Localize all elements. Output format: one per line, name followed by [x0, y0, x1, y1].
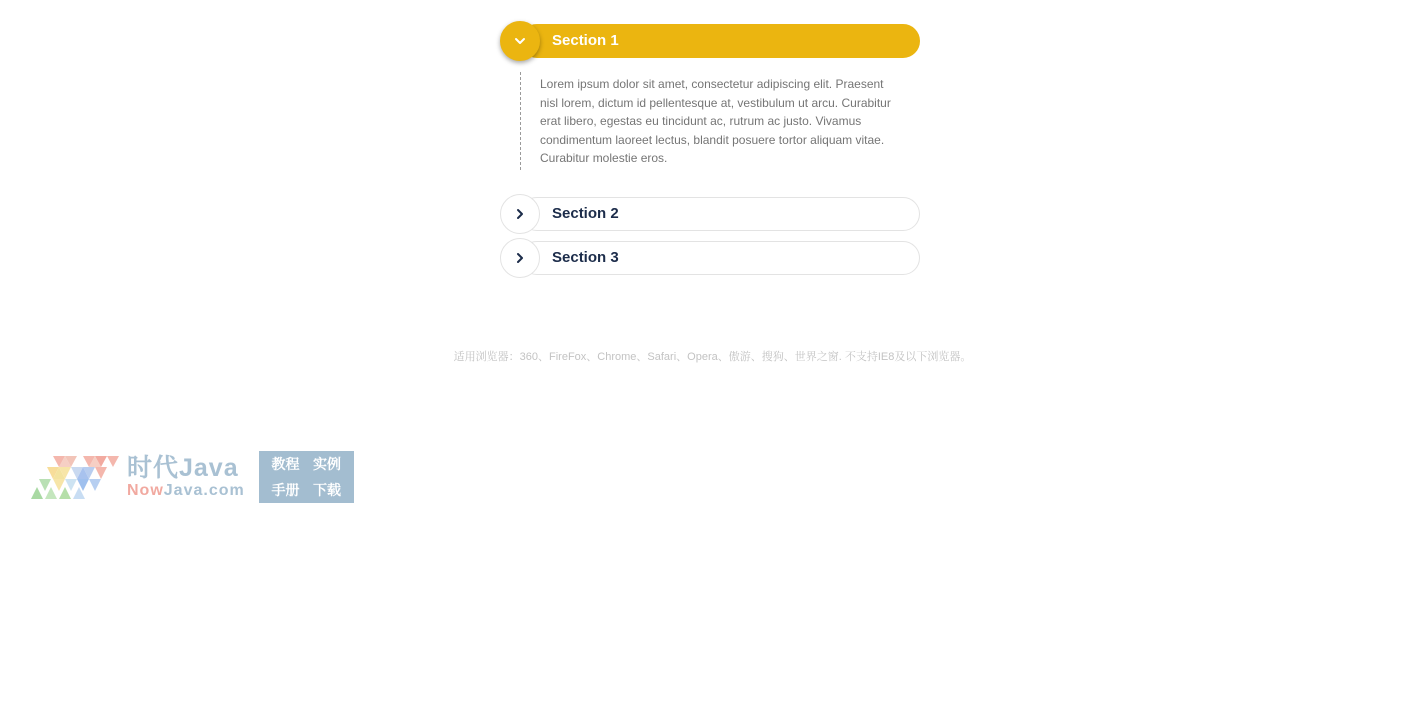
chevron-right-icon [514, 208, 526, 220]
watermark-text [127, 454, 245, 500]
accordion-section-1 [500, 21, 920, 170]
accordion [500, 21, 920, 280]
watermark-tag: 手册 [271, 482, 300, 498]
watermark-tags [259, 451, 354, 503]
watermark-tag: 实例 [312, 456, 341, 472]
chevron-down-icon [514, 35, 526, 47]
watermark-logo [31, 451, 354, 503]
section-1-content: Lorem ipsum dolor sit amet, consectetur adipiscing elit. Praesent nisl lorem, dictum id pellentesque at, vestibulum ut arcu. Curabitur erat libero, egestas eu tincidunt ac, rutrum ac justo. Vivamus condimentum laoreet lectus, blandit posuere tortor aliquam vitae. Curabitur molestie eros. [520, 72, 912, 170]
section-3-header[interactable] [500, 238, 920, 280]
section-3-toggle[interactable] [500, 238, 540, 278]
section-3-title[interactable]: Section 3 [552, 248, 619, 266]
accordion-section-2 [500, 194, 920, 236]
section-2-title[interactable]: Section 2 [552, 204, 619, 222]
section-1-toggle[interactable] [500, 21, 540, 61]
watermark-domain-suffix: Java.com [163, 482, 245, 499]
section-1-title[interactable]: Section 1 [552, 32, 619, 49]
triangle-logo-icon [31, 452, 121, 502]
browser-support-note: 适用浏览器：360、FireFox、Chrome、Safari、Opera、傲游、搜狗、世界之窗. 不支持IE8及以下浏览器。 [453, 351, 972, 363]
accordion-section-3 [500, 238, 920, 280]
watermark-tag: 下载 [312, 482, 341, 498]
watermark-name: 时代Java [127, 454, 239, 482]
chevron-right-icon [514, 252, 526, 264]
section-2-header[interactable] [500, 194, 920, 236]
section-2-toggle[interactable] [500, 194, 540, 234]
watermark-domain-prefix: Now [127, 482, 164, 499]
watermark-tag: 教程 [271, 456, 300, 472]
section-1-header[interactable] [500, 21, 920, 63]
watermark-domain [127, 482, 245, 500]
